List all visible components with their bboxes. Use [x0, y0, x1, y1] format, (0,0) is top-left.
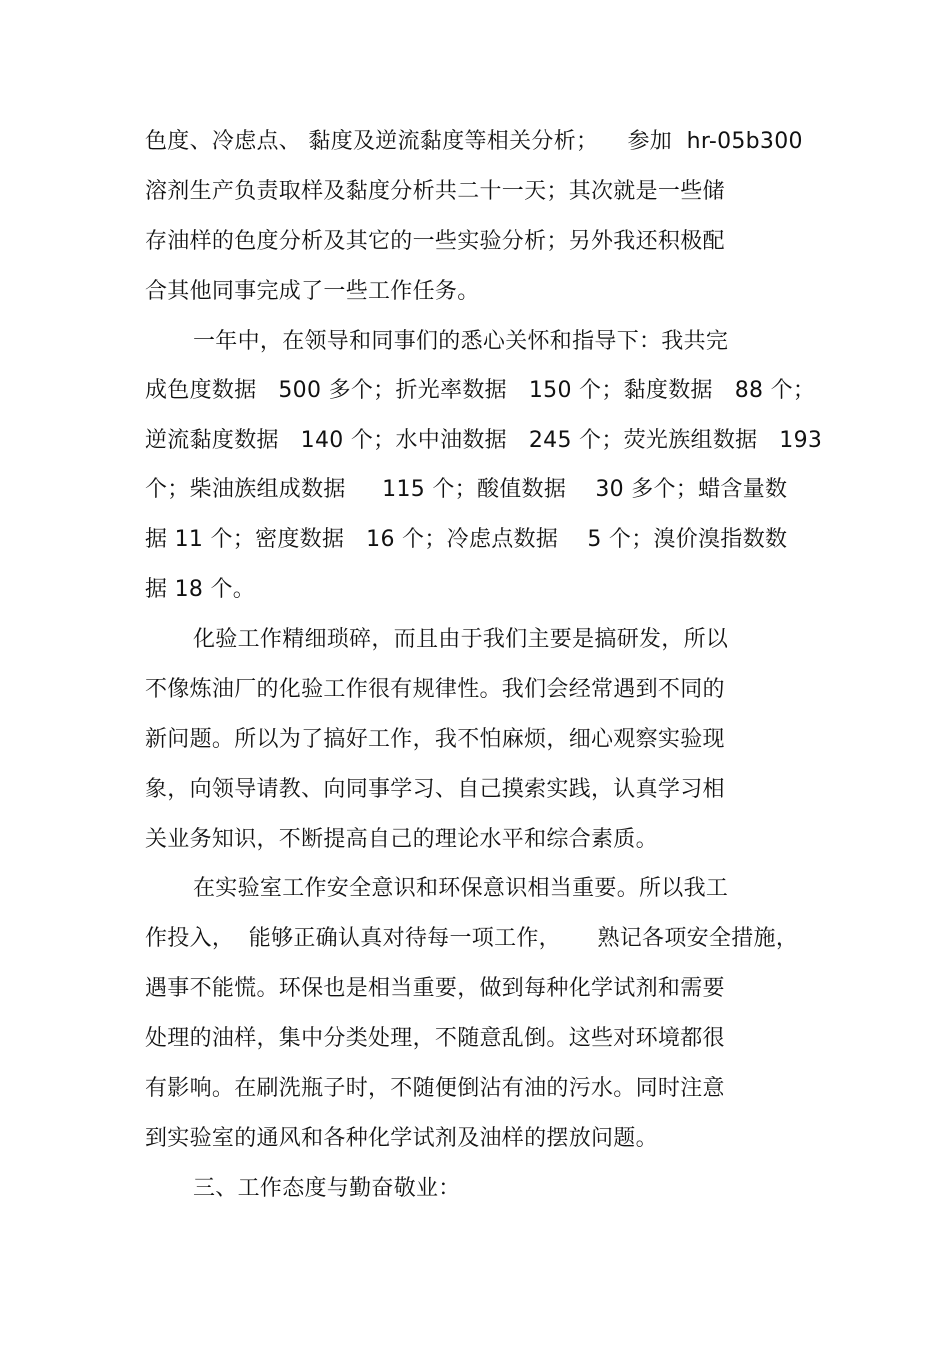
paragraph-first-line: 一年中，在领导和同事们的悉心关怀和指导下：我共完: [193, 329, 729, 354]
section-heading: 三、工作态度与勤奋敬业：: [193, 1176, 461, 1201]
text-line: 据 11 个；密度数据 16 个；冷虑点数据 5 个；溴价溴指数数: [145, 527, 788, 552]
paragraph-first-line: 在实验室工作安全意识和环保意识相当重要。所以我工: [193, 876, 729, 901]
text-line: 到实验室的通风和各种化学试剂及油样的摆放问题。: [145, 1126, 658, 1151]
text-line: 合其他同事完成了一些工作任务。: [145, 279, 480, 304]
text-line: 新问题。所以为了搞好工作，我不怕麻烦，细心观察实验现: [145, 727, 725, 752]
text-line: 遇事不能慌。环保也是相当重要，做到每种化学试剂和需要: [145, 976, 725, 1001]
text-line: 作投入， 能够正确认真对待每一项工作， 熟记各项安全措施，: [145, 926, 799, 951]
text-line: 溶剂生产负责取样及黏度分析共二十一天；其次就是一些储: [145, 179, 725, 204]
text-line: 存油样的色度分析及其它的一些实验分析；另外我还积极配: [145, 229, 725, 254]
text-line: 关业务知识，不断提高自己的理论水平和综合素质。: [145, 827, 658, 852]
text-line: 象，向领导请教、向同事学习、自己摸索实践，认真学习相: [145, 777, 725, 802]
text-line: 成色度数据 500 多个；折光率数据 150 个；黏度数据 88 个；: [145, 378, 816, 403]
text-line: 有影响。在刷洗瓶子时，不随便倒沾有油的污水。同时注意: [145, 1076, 725, 1101]
paragraph-first-line: 化验工作精细琐碎，而且由于我们主要是搞研发，所以: [193, 627, 729, 652]
text-line: 处理的油样，集中分类处理，不随意乱倒。这些对环境都很: [145, 1026, 725, 1051]
text-line: 逆流黏度数据 140 个；水中油数据 245 个；荧光族组数据 193: [145, 428, 823, 453]
text-line: 据 18 个。: [145, 577, 256, 602]
text-line: 个；柴油族组成数据 115 个；酸值数据 30 多个；蜡含量数: [145, 477, 788, 502]
text-line: 色度、冷虑点、 黏度及逆流黏度等相关分析； 参加 hr-05b300: [145, 129, 803, 154]
text-line: 不像炼油厂的化验工作很有规律性。我们会经常遇到不同的: [145, 677, 725, 702]
